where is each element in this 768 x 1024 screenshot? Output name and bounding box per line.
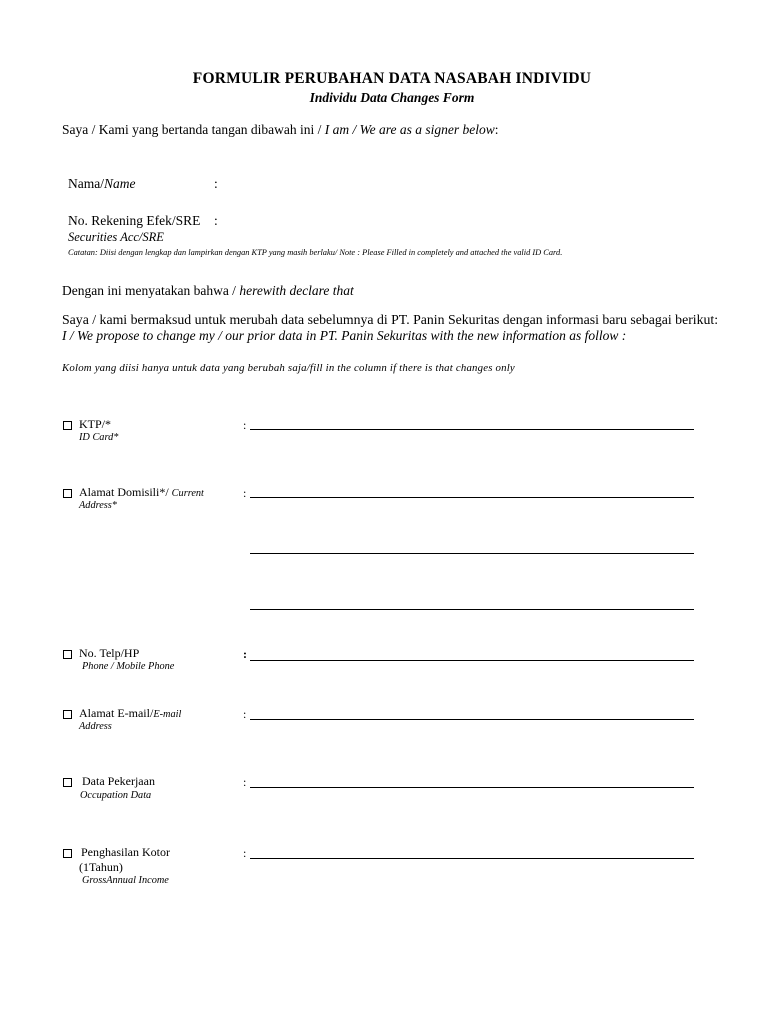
address-label-id: Alamat Domisili*/ [79, 485, 172, 499]
account-colon: : [214, 213, 218, 228]
phone-label: No. Telp/HP [79, 646, 140, 660]
address-label [79, 485, 204, 500]
phone-label-en: Phone / Mobile Phone [82, 661, 175, 672]
form-title: FORMULIR PERUBAHAN DATA NASABAH INDIVIDU [192, 70, 592, 87]
occupation-input-line[interactable] [250, 787, 694, 788]
account-label: No. Rekening Efek/SRE [68, 213, 201, 228]
income-label: Penghasilan Kotor [81, 845, 170, 859]
address-input-line-3[interactable] [250, 609, 694, 610]
email-label-en: Address [79, 721, 112, 732]
form-subtitle: Individu Data Changes Form [309, 90, 475, 105]
declaration-text-id: Dengan ini menyatakan bahwa / [62, 283, 240, 298]
email-checkbox[interactable] [63, 710, 72, 719]
occupation-label: Data Pekerjaan [82, 774, 155, 788]
occupation-label-en: Occupation Data [80, 790, 152, 801]
email-input-line[interactable] [250, 719, 694, 720]
name-colon: : [214, 176, 218, 191]
occupation-colon: : [243, 775, 247, 789]
address-label-inline-en: Current [171, 488, 204, 499]
completion-note: Catatan: Diisi dengan lengkap dan lampirkan dengan KTP yang masih berlaku/ Note : Please Filled in completely and attached the valid ID Card. [68, 248, 563, 257]
declaration-statement [62, 283, 354, 299]
ktp-label-en: ID Card* [79, 432, 119, 443]
address-label-en: Address* [79, 500, 117, 511]
proposal-line-en: I / We propose to change my / our prior data in PT. Panin Sekuritas with the new information as follow : [62, 328, 627, 343]
ktp-label: KTP/* [79, 417, 112, 431]
address-input-line-2[interactable] [250, 553, 694, 554]
name-label-en: Name [104, 176, 136, 191]
ktp-colon: : [243, 418, 247, 432]
phone-colon: : [243, 647, 247, 661]
occupation-checkbox[interactable] [63, 778, 72, 787]
income-label-period: (1Tahun) [79, 860, 123, 874]
email-label [79, 706, 181, 721]
income-checkbox[interactable] [63, 849, 72, 858]
address-colon: : [243, 486, 247, 500]
income-colon: : [243, 846, 247, 860]
intro-text-en: I am / We are as a signer below [324, 122, 495, 137]
account-label-en: Securities Acc/SRE [68, 230, 164, 244]
intro-suffix: : [494, 122, 499, 137]
ktp-input-line[interactable] [250, 429, 694, 430]
income-input-line[interactable] [250, 858, 694, 859]
income-label-en: GrossAnnual Income [82, 875, 169, 886]
ktp-checkbox[interactable] [63, 421, 72, 430]
email-label-inline-en: E-mail [153, 709, 182, 720]
address-input-line-1[interactable] [250, 497, 694, 498]
email-colon: : [243, 707, 247, 721]
proposal-line-id: Saya / kami bermaksud untuk merubah data sebelumnya di PT. Panin Sekuritas dengan informasi baru sebagai berikut: [62, 312, 719, 327]
email-label-id: Alamat E-mail/ [79, 706, 154, 720]
phone-input-line[interactable] [250, 660, 694, 661]
intro-text-id: Saya / Kami yang bertanda tangan dibawah ini / [62, 122, 325, 137]
name-label-id: Nama/ [68, 176, 104, 191]
intro-statement [62, 122, 499, 138]
name-label [68, 176, 136, 192]
address-checkbox[interactable] [63, 489, 72, 498]
declaration-text-en: herewith declare that [239, 283, 354, 298]
phone-checkbox[interactable] [63, 650, 72, 659]
column-instruction: Kolom yang diisi hanya untuk data yang berubah saja/fill in the column if there is that changes only [62, 362, 515, 374]
